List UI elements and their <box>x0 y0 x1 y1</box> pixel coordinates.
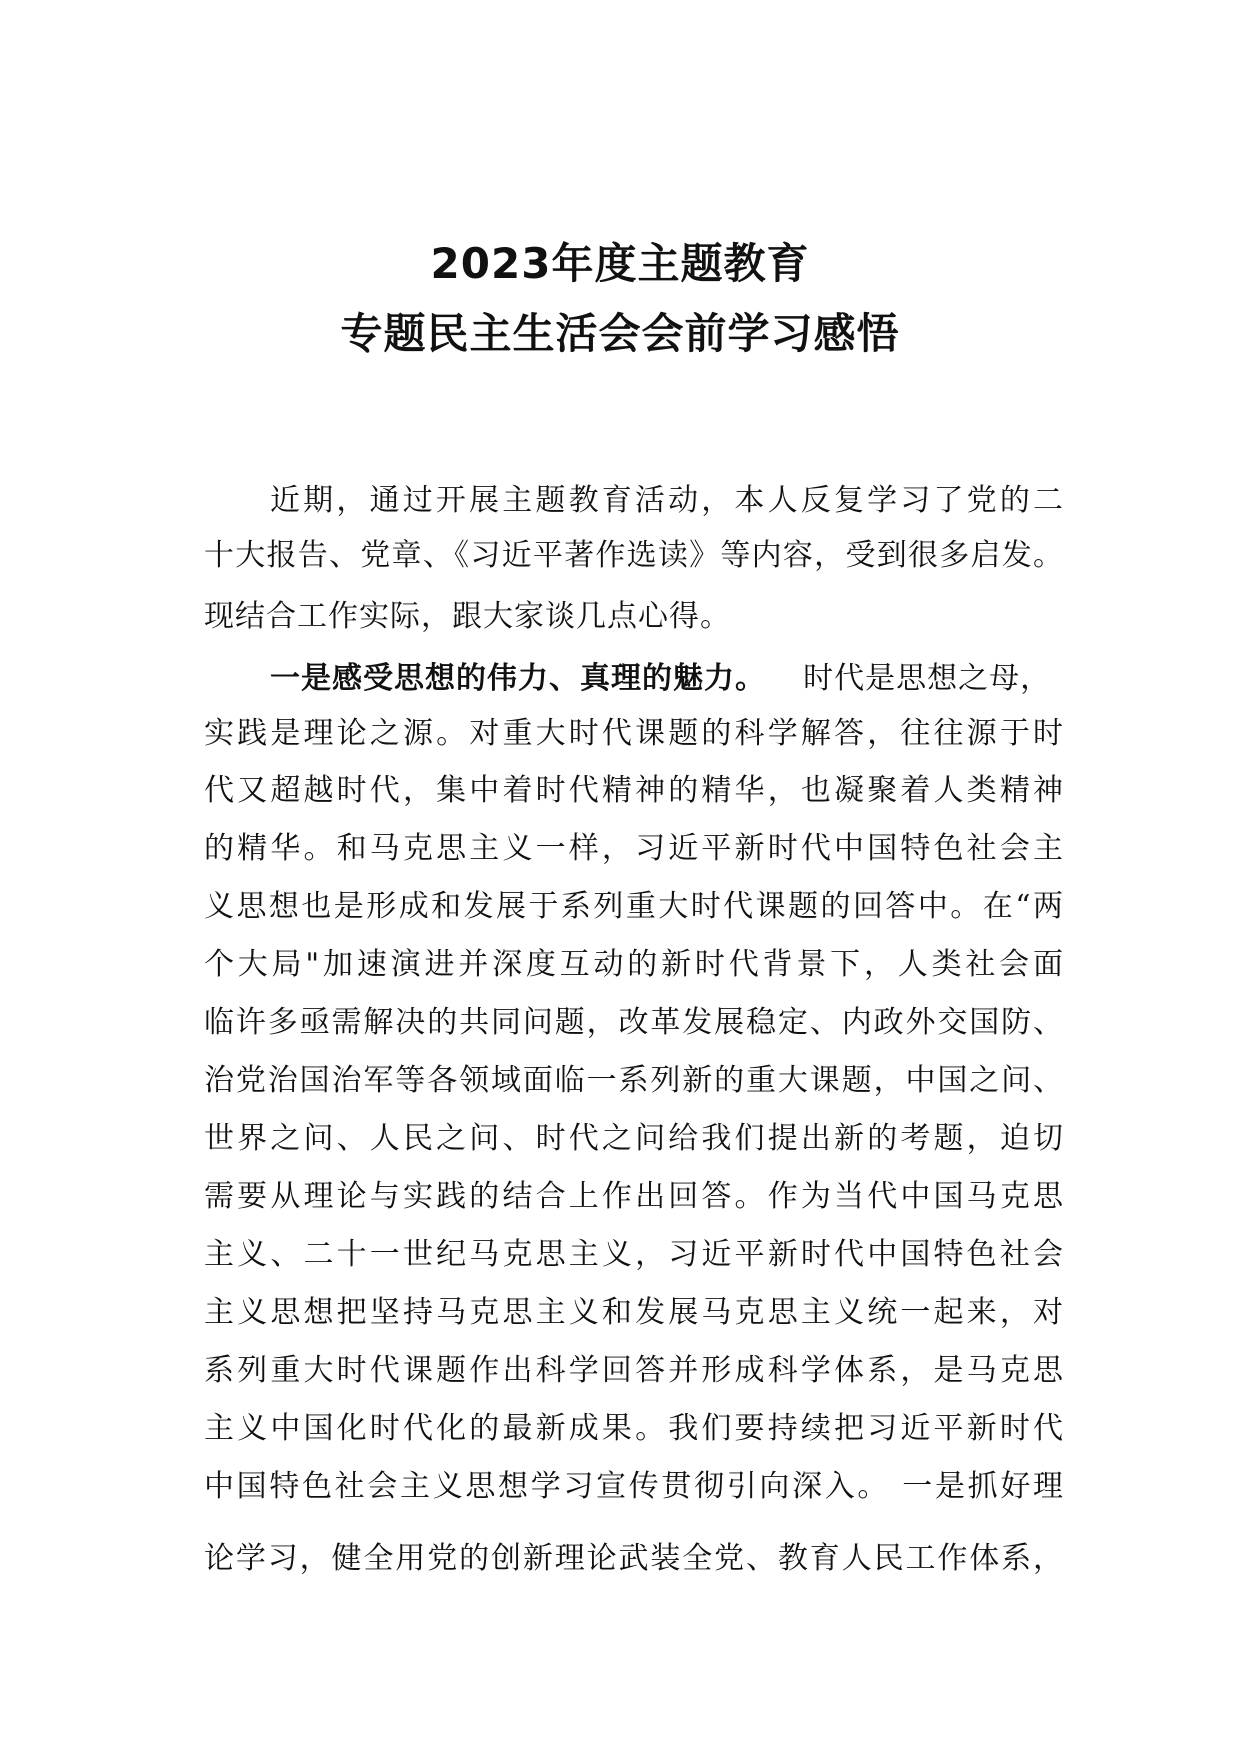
paragraph-2-first-line-text: 时代是思想之母， <box>803 661 1052 696</box>
paragraph-2-line-1 <box>270 661 1064 696</box>
paragraph-2-line: 代又超越时代，集中着时代精神的精华，也凝聚着人类精神 <box>204 773 1064 808</box>
paragraph-1-line-2: 十大报告、党章、《习近平著作选读》等内容，受到很多启发。 <box>204 538 1064 573</box>
paragraph-2-line: 个大局"加速演进并深度互动的新时代背景下，人类社会面 <box>204 947 1064 982</box>
paragraph-2-line: 世界之问、人民之问、时代之问给我们提出新的考题，迫切 <box>204 1121 1064 1156</box>
paragraph-2-line: 的精华。和马克思主义一样，习近平新时代中国特色社会主 <box>204 831 1064 866</box>
paragraph-2-line: 中国特色社会主义思想学习宣传贯彻引向深入。 一是抓好理 <box>204 1469 1064 1504</box>
document-title-line-2: 专题民主生活会会前学习感悟 <box>340 309 900 358</box>
paragraph-2-line: 实践是理论之源。对重大时代课题的科学解答，往往源于时 <box>204 716 1064 751</box>
paragraph-2-line: 论学习，健全用党的创新理论武装全党、教育人民工作体系， <box>204 1541 1064 1576</box>
paragraph-2-line: 需要从理论与实践的结合上作出回答。作为当代中国马克思 <box>204 1179 1064 1214</box>
paragraph-1-line-3: 现结合工作实际，跟大家谈几点心得。 <box>204 599 731 634</box>
paragraph-2-line: 主义、二十一世纪马克思主义，习近平新时代中国特色社会 <box>204 1237 1064 1272</box>
paragraph-2-line: 临许多亟需解决的共同问题，改革发展稳定、内政外交国防、 <box>204 1005 1064 1040</box>
paragraph-2-line: 治党治国治军等各领域面临一系列新的重大课题，中国之问、 <box>204 1063 1064 1098</box>
paragraph-2-line: 主义思想把坚持马克思主义和发展马克思主义统一起来，对 <box>204 1295 1064 1330</box>
paragraph-1-line-1: 近期，通过开展主题教育活动，本人反复学习了党的二 <box>270 483 1064 518</box>
document-title-line-1: 2023年度主题教育 <box>430 239 810 288</box>
paragraph-2-line: 系列重大时代课题作出科学回答并形成科学体系，是马克思 <box>204 1353 1064 1388</box>
paragraph-2-heading: 一是感受思想的伟力、真理的魅力。 <box>270 661 766 696</box>
paragraph-2-line: 义思想也是形成和发展于系列重大时代课题的回答中。在“两 <box>204 889 1064 924</box>
paragraph-2-line: 主义中国化时代化的最新成果。我们要持续把习近平新时代 <box>204 1411 1064 1446</box>
